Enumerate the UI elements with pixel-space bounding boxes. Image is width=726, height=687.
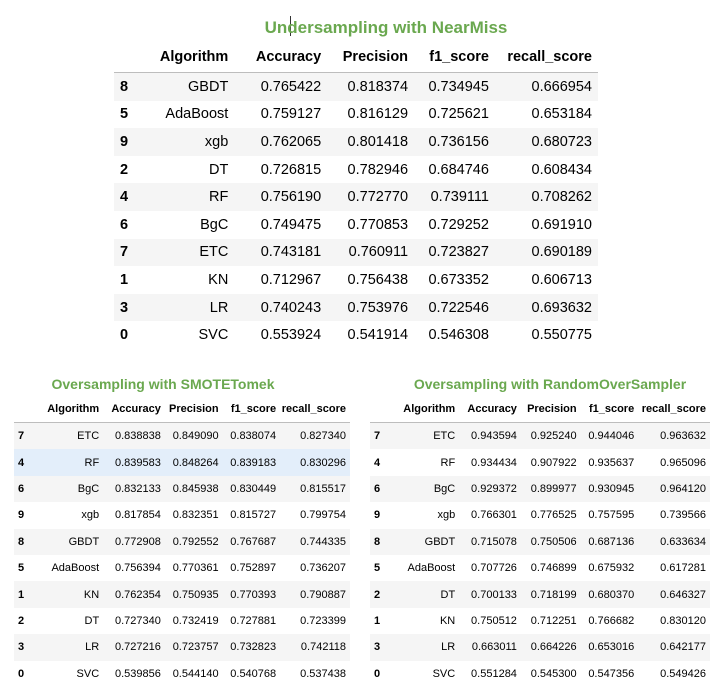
recall-score-cell: 0.691910 xyxy=(531,216,592,233)
table-row xyxy=(114,211,598,239)
accuracy-cell: 0.727340 xyxy=(114,614,161,627)
row-index: 4 xyxy=(374,456,381,469)
row-index: 3 xyxy=(374,641,381,654)
table-row xyxy=(370,476,710,502)
row-index: 0 xyxy=(120,327,129,344)
accuracy-cell: 0.943594 xyxy=(471,430,517,443)
f1-score-cell: 0.547356 xyxy=(588,667,635,680)
algorithm-cell: LR xyxy=(209,299,229,316)
header-algorithm: Algorithm xyxy=(394,396,460,423)
recall-score-cell: 0.736207 xyxy=(300,562,346,575)
precision-cell: 0.541914 xyxy=(347,327,409,344)
precision-cell: 0.925240 xyxy=(530,430,577,443)
precision-cell: 0.907922 xyxy=(530,456,577,469)
f1-score-cell: 0.684746 xyxy=(428,161,489,178)
algorithm-cell: DT xyxy=(84,614,100,627)
table-row xyxy=(14,608,350,634)
f1-score-cell: 0.732823 xyxy=(230,641,277,654)
algorithm-cell: BgC xyxy=(77,482,100,495)
header-recall-score: recall_score xyxy=(489,42,598,73)
row-index: 3 xyxy=(120,299,129,316)
algorithm-cell: KN xyxy=(208,271,229,288)
f1-score-cell: 0.930945 xyxy=(588,482,635,495)
f1-score-cell: 0.673352 xyxy=(428,271,489,288)
row-index: 7 xyxy=(18,430,25,443)
accuracy-cell: 0.743181 xyxy=(260,244,322,261)
table-row xyxy=(114,183,598,211)
recall-score-cell: 0.815517 xyxy=(300,482,346,495)
precision-cell: 0.848264 xyxy=(172,456,219,469)
algorithm-cell: SVC xyxy=(198,327,229,344)
f1-score-cell: 0.752897 xyxy=(230,562,277,575)
recall-score-cell: 0.617281 xyxy=(660,562,706,575)
accuracy-cell: 0.934434 xyxy=(471,456,517,469)
table-row xyxy=(14,476,350,502)
nearmiss-table xyxy=(114,42,598,349)
algorithm-cell: BgC xyxy=(433,482,456,495)
table-row xyxy=(370,555,710,581)
recall-score-cell: 0.550775 xyxy=(531,327,592,344)
precision-cell: 0.849090 xyxy=(172,430,219,443)
algorithm-cell: xgb xyxy=(437,509,456,522)
table-row xyxy=(114,128,598,156)
table-row xyxy=(370,423,710,450)
header-f1-score: f1_score xyxy=(577,396,635,423)
accuracy-cell: 0.740243 xyxy=(260,299,322,316)
precision-cell: 0.792552 xyxy=(172,535,219,548)
f1-score-cell: 0.757595 xyxy=(588,509,635,522)
header-accuracy: Accuracy xyxy=(234,42,321,73)
accuracy-cell: 0.727216 xyxy=(114,641,161,654)
header-f1-score: f1_score xyxy=(219,396,277,423)
f1-score-cell: 0.766682 xyxy=(588,614,635,627)
row-index: 7 xyxy=(120,244,129,261)
row-index: 6 xyxy=(18,482,25,495)
table-row xyxy=(114,73,598,101)
accuracy-cell: 0.817854 xyxy=(114,509,161,522)
table-row xyxy=(370,608,710,634)
row-index: 5 xyxy=(120,106,129,123)
accuracy-cell: 0.839583 xyxy=(114,456,161,469)
recall-score-cell: 0.693632 xyxy=(531,299,592,316)
header-algorithm: Algorithm xyxy=(38,396,104,423)
precision-cell: 0.782946 xyxy=(347,161,409,178)
f1-score-cell: 0.767687 xyxy=(230,535,277,548)
table-row xyxy=(370,502,710,528)
f1-score-cell: 0.736156 xyxy=(428,133,489,150)
table-row xyxy=(370,449,710,475)
precision-cell: 0.718199 xyxy=(530,588,577,601)
f1-score-cell: 0.687136 xyxy=(588,535,635,548)
accuracy-cell: 0.759127 xyxy=(260,106,322,123)
accuracy-cell: 0.838838 xyxy=(114,430,161,443)
recall-score-cell: 0.830120 xyxy=(660,614,706,627)
f1-score-cell: 0.815727 xyxy=(230,509,277,522)
smotetomek-title: Oversampling with SMOTETomek xyxy=(51,376,275,392)
algorithm-cell: DT xyxy=(440,588,456,601)
accuracy-cell: 0.726815 xyxy=(260,161,322,178)
precision-cell: 0.770853 xyxy=(347,216,409,233)
row-index: 2 xyxy=(18,614,25,627)
precision-cell: 0.770361 xyxy=(172,562,219,575)
row-index: 2 xyxy=(374,588,381,601)
header-index xyxy=(14,396,38,423)
recall-score-cell: 0.633634 xyxy=(660,535,706,548)
precision-cell: 0.545300 xyxy=(530,667,577,680)
f1-score-cell: 0.540768 xyxy=(230,667,277,680)
recall-score-cell: 0.642177 xyxy=(660,641,706,654)
algorithm-cell: SVC xyxy=(76,667,100,680)
precision-cell: 0.816129 xyxy=(347,106,409,123)
recall-score-cell: 0.739566 xyxy=(660,509,706,522)
recall-score-cell: 0.646327 xyxy=(660,588,706,601)
precision-cell: 0.818374 xyxy=(347,78,409,95)
precision-cell: 0.712251 xyxy=(530,614,577,627)
table-row xyxy=(114,294,598,322)
precision-cell: 0.832351 xyxy=(172,509,219,522)
accuracy-cell: 0.712967 xyxy=(260,271,322,288)
algorithm-cell: BgC xyxy=(200,216,229,233)
algorithm-cell: GBDT xyxy=(188,78,229,95)
accuracy-cell: 0.750512 xyxy=(471,614,517,627)
header-precision: Precision xyxy=(161,396,219,423)
f1-score-cell: 0.727881 xyxy=(230,614,277,627)
algorithm-cell: AdaBoost xyxy=(51,562,100,575)
algorithm-cell: KN xyxy=(439,614,456,627)
accuracy-cell: 0.749475 xyxy=(260,216,322,233)
header-recall-score: recall_score xyxy=(276,396,350,423)
row-index: 4 xyxy=(120,189,129,206)
accuracy-cell: 0.700133 xyxy=(471,588,517,601)
f1-score-cell: 0.675932 xyxy=(588,562,635,575)
randomoversampler-table xyxy=(370,396,710,687)
algorithm-cell: RF xyxy=(208,189,229,206)
algorithm-cell: RF xyxy=(84,456,100,469)
algorithm-cell: SVC xyxy=(432,667,456,680)
precision-cell: 0.899977 xyxy=(530,482,577,495)
table-row xyxy=(14,449,350,475)
accuracy-cell: 0.772908 xyxy=(114,535,161,548)
algorithm-cell: DT xyxy=(208,161,229,178)
row-index: 5 xyxy=(18,562,25,575)
recall-score-cell: 0.790887 xyxy=(300,588,346,601)
row-index: 1 xyxy=(18,588,25,601)
header-accuracy: Accuracy xyxy=(459,396,517,423)
recall-score-cell: 0.827340 xyxy=(300,430,346,443)
algorithm-cell: LR xyxy=(85,641,100,654)
row-index: 6 xyxy=(374,482,381,495)
smotetomek-section xyxy=(14,372,350,687)
precision-cell: 0.801418 xyxy=(347,133,409,150)
table-row xyxy=(114,266,598,294)
accuracy-cell: 0.715078 xyxy=(471,535,517,548)
row-index: 9 xyxy=(18,509,25,522)
row-index: 1 xyxy=(374,614,381,627)
precision-cell: 0.750935 xyxy=(172,588,219,601)
accuracy-cell: 0.929372 xyxy=(471,482,517,495)
f1-score-cell: 0.722546 xyxy=(428,299,489,316)
precision-cell: 0.723757 xyxy=(172,641,219,654)
table-row xyxy=(114,239,598,267)
header-precision: Precision xyxy=(321,42,408,73)
precision-cell: 0.845938 xyxy=(172,482,219,495)
row-index: 7 xyxy=(374,430,381,443)
row-index: 3 xyxy=(18,641,25,654)
accuracy-cell: 0.765422 xyxy=(260,78,322,95)
recall-score-cell: 0.964120 xyxy=(660,482,706,495)
header-precision: Precision xyxy=(517,396,577,423)
recall-score-cell: 0.742118 xyxy=(300,641,346,654)
recall-score-cell: 0.680723 xyxy=(531,133,592,150)
f1-score-cell: 0.723827 xyxy=(428,244,489,261)
table-row xyxy=(14,661,350,687)
table-row xyxy=(14,634,350,660)
header-index xyxy=(370,396,394,423)
recall-score-cell: 0.723399 xyxy=(300,614,346,627)
table-row xyxy=(114,101,598,129)
table-row xyxy=(370,581,710,607)
accuracy-cell: 0.756190 xyxy=(260,189,322,206)
recall-score-cell: 0.799754 xyxy=(300,509,346,522)
precision-cell: 0.544140 xyxy=(172,667,219,680)
algorithm-cell: LR xyxy=(441,641,456,654)
algorithm-cell: ETC xyxy=(199,244,229,261)
recall-score-cell: 0.653184 xyxy=(531,106,592,123)
accuracy-cell: 0.762065 xyxy=(260,133,322,150)
accuracy-cell: 0.832133 xyxy=(114,482,161,495)
row-index: 8 xyxy=(120,78,129,95)
randomoversampler-title: Oversampling with RandomOverSampler xyxy=(413,376,687,392)
recall-score-cell: 0.708262 xyxy=(531,189,592,206)
f1-score-cell: 0.725621 xyxy=(428,106,489,123)
algorithm-cell: xgb xyxy=(81,509,100,522)
table-row xyxy=(14,502,350,528)
precision-cell: 0.664226 xyxy=(530,641,577,654)
precision-cell: 0.776525 xyxy=(530,509,577,522)
table-row xyxy=(14,555,350,581)
header-accuracy: Accuracy xyxy=(103,396,161,423)
table-header-row xyxy=(370,396,710,423)
precision-cell: 0.760911 xyxy=(348,244,409,261)
algorithm-cell: xgb xyxy=(204,133,229,150)
accuracy-cell: 0.553924 xyxy=(260,327,322,344)
precision-cell: 0.732419 xyxy=(172,614,219,627)
precision-cell: 0.756438 xyxy=(347,271,409,288)
recall-score-cell: 0.965096 xyxy=(660,456,706,469)
f1-score-cell: 0.838074 xyxy=(230,430,277,443)
f1-score-cell: 0.739111 xyxy=(430,189,489,206)
precision-cell: 0.750506 xyxy=(530,535,577,548)
accuracy-cell: 0.551284 xyxy=(471,667,517,680)
header-algorithm: Algorithm xyxy=(149,42,234,73)
f1-score-cell: 0.680370 xyxy=(588,588,635,601)
recall-score-cell: 0.608434 xyxy=(531,161,592,178)
accuracy-cell: 0.762354 xyxy=(114,588,161,601)
recall-score-cell: 0.963632 xyxy=(660,430,706,443)
nearmiss-section xyxy=(114,14,598,349)
f1-score-cell: 0.546308 xyxy=(428,327,489,344)
table-row xyxy=(14,423,350,450)
recall-score-cell: 0.537438 xyxy=(300,667,346,680)
f1-score-cell: 0.770393 xyxy=(230,588,277,601)
row-index: 2 xyxy=(120,161,129,178)
table-row xyxy=(14,581,350,607)
header-index xyxy=(114,42,149,73)
table-row xyxy=(114,321,598,349)
table-row xyxy=(370,529,710,555)
f1-score-cell: 0.935637 xyxy=(588,456,635,469)
recall-score-cell: 0.830296 xyxy=(300,456,346,469)
algorithm-cell: GBDT xyxy=(424,535,456,548)
row-index: 1 xyxy=(120,271,129,288)
row-index: 5 xyxy=(374,562,381,575)
table-row xyxy=(14,529,350,555)
header-f1-score: f1_score xyxy=(408,42,489,73)
algorithm-cell: KN xyxy=(83,588,100,601)
precision-cell: 0.746899 xyxy=(530,562,577,575)
recall-score-cell: 0.690189 xyxy=(531,244,592,261)
header-recall-score: recall_score xyxy=(634,396,710,423)
nearmiss-title: Undersampling with NearMiss xyxy=(264,18,508,37)
table-header-row xyxy=(14,396,350,423)
table-row xyxy=(114,156,598,184)
recall-score-cell: 0.666954 xyxy=(531,78,592,95)
f1-score-cell: 0.944046 xyxy=(588,430,635,443)
algorithm-cell: GBDT xyxy=(68,535,100,548)
f1-score-cell: 0.729252 xyxy=(428,216,489,233)
algorithm-cell: AdaBoost xyxy=(407,562,456,575)
table-row xyxy=(370,661,710,687)
row-index: 6 xyxy=(120,216,129,233)
accuracy-cell: 0.707726 xyxy=(471,562,517,575)
recall-score-cell: 0.744335 xyxy=(300,535,346,548)
precision-cell: 0.753976 xyxy=(347,299,409,316)
accuracy-cell: 0.539856 xyxy=(114,667,161,680)
row-index: 0 xyxy=(374,667,381,680)
row-index: 4 xyxy=(18,456,25,469)
f1-score-cell: 0.734945 xyxy=(428,78,489,95)
row-index: 0 xyxy=(18,667,25,680)
f1-score-cell: 0.839183 xyxy=(230,456,277,469)
precision-cell: 0.772770 xyxy=(347,189,409,206)
accuracy-cell: 0.756394 xyxy=(114,562,161,575)
row-index: 9 xyxy=(120,133,129,150)
accuracy-cell: 0.766301 xyxy=(471,509,517,522)
row-index: 8 xyxy=(374,535,381,548)
algorithm-cell: ETC xyxy=(433,430,456,443)
accuracy-cell: 0.663011 xyxy=(471,641,517,654)
algorithm-cell: ETC xyxy=(77,430,100,443)
randomoversampler-section xyxy=(370,372,710,687)
table-header-row xyxy=(114,42,598,73)
smotetomek-table xyxy=(14,396,350,687)
row-index: 9 xyxy=(374,509,381,522)
f1-score-cell: 0.653016 xyxy=(588,641,635,654)
recall-score-cell: 0.606713 xyxy=(531,271,592,288)
algorithm-cell: AdaBoost xyxy=(165,106,229,123)
algorithm-cell: RF xyxy=(440,456,456,469)
table-row xyxy=(370,634,710,660)
row-index: 8 xyxy=(18,535,25,548)
recall-score-cell: 0.549426 xyxy=(660,667,706,680)
f1-score-cell: 0.830449 xyxy=(230,482,277,495)
